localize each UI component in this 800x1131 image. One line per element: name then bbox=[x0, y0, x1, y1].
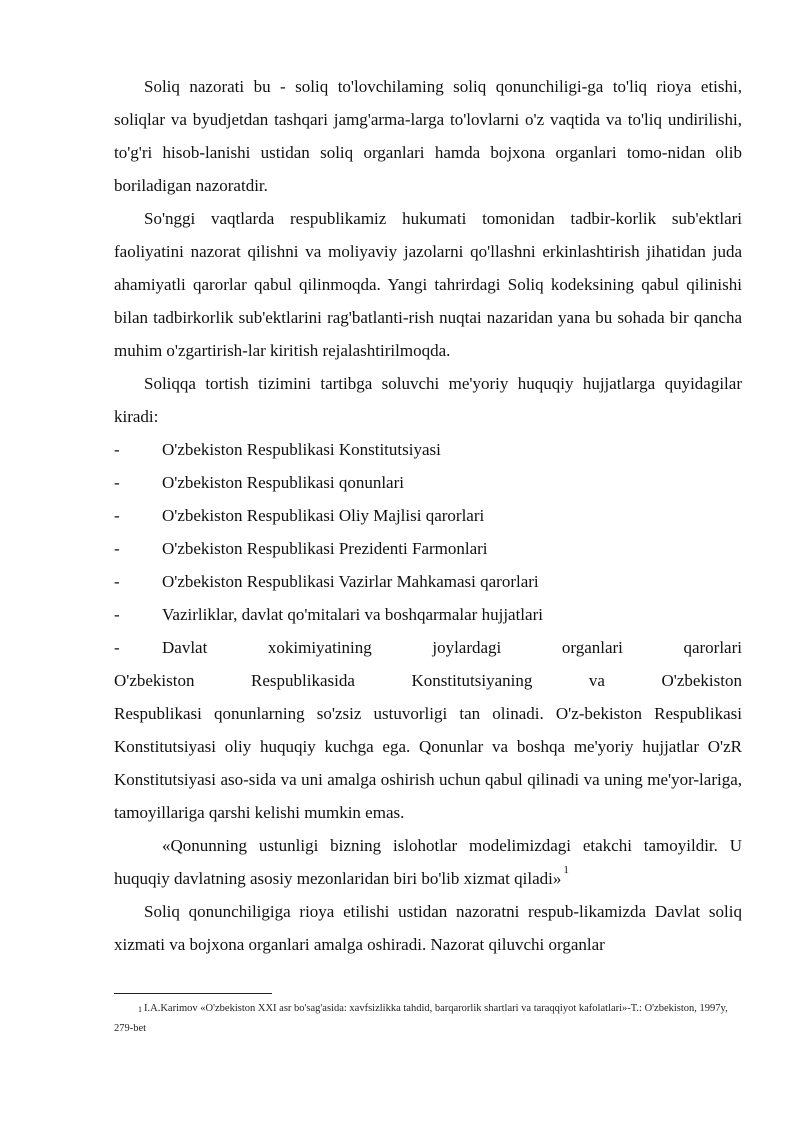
list-dash: - bbox=[114, 440, 120, 459]
paragraph-constitution-priority: Respublikasi qonunlarning so'zsiz ustuvorligi tan olinadi. O'z-bekiston Respublikasi Konstitutsiyasi oliy huquqiy kuchga ega. Qonunlar va boshqa me'yoriy hujjatlar O'zR Konstitutsiyasi aso-sida va uni amalga oshirish uchun qabul qilinadi va uning me'yor-lariga, tamoyillariga qarshi kelishi mumkin emas. bbox=[114, 704, 742, 822]
paragraph-normative-acts-intro: Soliqqa tortish tizimini tartibga soluvchi me'yoriy huquqiy hujjatlarga quyidagilar kiradi: bbox=[114, 374, 742, 426]
list-item bbox=[114, 466, 742, 499]
list-item bbox=[114, 433, 742, 466]
paragraph-government-decisions: So'nggi vaqtlarda respublikamiz hukumati tomonidan tadbir-korlik sub'ektlari faoliyatini nazorat qilishni va moliyaviy jazolarni qo'llashni erkinlashtirish jihatidan juda ahamiyatli qarorlar qabul qilinmoqda. Yangi tahrirdagi Soliq kodeksining qabul qilinishi bilan tadbirkorlik sub'ektlarini rag'batlanti-rish nuqtai nazaridan yana bu sohada bir qancha muhim o'zgartirish-lar kiritish rejalashtirilmoqda. bbox=[114, 209, 742, 360]
list-dash: - bbox=[114, 473, 120, 492]
list-item bbox=[114, 565, 742, 598]
list-item bbox=[114, 499, 742, 532]
footnote-mark: 1 bbox=[138, 1005, 142, 1014]
list-item bbox=[114, 532, 742, 565]
list-item-text: O'zbekiston Respublikasi Vazirlar Mahkamasi qarorlari bbox=[162, 572, 539, 591]
quote-text: «Qonunning ustunligi bizning islohotlar modelimizdagi etakchi tamoyildir. U huquqiy davlatning asosiy mezonlaridan biri bo'lib xizmat qiladi» bbox=[114, 836, 742, 888]
list-item-text: O'zbekiston Respublikasi Oliy Majlisi qarorlari bbox=[162, 506, 485, 525]
list-item-text: O'zbekiston Respublikasi qonunlari bbox=[162, 473, 404, 492]
document-body bbox=[114, 70, 742, 961]
list-item-text: Davlat xokimiyatining joylardagi organlari qarorlari bbox=[162, 638, 742, 657]
list-dash: - bbox=[114, 539, 120, 558]
list-item-text: Vazirliklar, davlat qo'mitalari va boshqarmalar hujjatlari bbox=[162, 605, 543, 624]
footnote bbox=[114, 999, 742, 1039]
footnote-reference[interactable]: 1 bbox=[563, 864, 569, 876]
list-item bbox=[114, 598, 742, 631]
paragraph-tax-compliance-control: Soliq qonunchiligiga rioya etilishi ustidan nazoratni respub-likamizda Davlat soliq xizmati va bojxona organlari amalga oshiradi. Nazorat qiluvchi organlar bbox=[114, 902, 742, 954]
footnote-text: I.A.Karimov «O'zbekiston XXI asr bo'sag'asida: xavfsizlikka tahdid, barqarorlik shartlari va taraqqiyot kafolatlari»-T.: O'zbekiston, 1997y, 279-bet bbox=[114, 1003, 728, 1034]
paragraph-constitution-line: O'zbekiston Respublikasida Konstitutsiyaning va O'zbekiston bbox=[114, 671, 742, 690]
list-item-text: O'zbekiston Respublikasi Prezidenti Farmonlari bbox=[162, 539, 488, 558]
footnote-divider bbox=[114, 993, 272, 994]
list-dash: - bbox=[114, 605, 120, 624]
quote-rule-of-law bbox=[114, 829, 742, 895]
paragraph-tax-control-definition: Soliq nazorati bu - soliq to'lovchilaming soliq qonunchiligi-ga to'liq rioya etishi, soliqlar va byudjetdan tashqari jamg'arma-larga to'lovlarni o'z vaqtida va to'liq undirilishi, to'g'ri hisob-lanishi ustidan soliq organlari hamda bojxona organlari tomo-nidan olib boriladigan nazoratdir. bbox=[114, 77, 742, 195]
list-item bbox=[114, 631, 742, 664]
list-dash: - bbox=[114, 638, 120, 657]
list-dash: - bbox=[114, 572, 120, 591]
list-dash: - bbox=[114, 506, 120, 525]
list-item-text: O'zbekiston Respublikasi Konstitutsiyasi bbox=[162, 440, 441, 459]
